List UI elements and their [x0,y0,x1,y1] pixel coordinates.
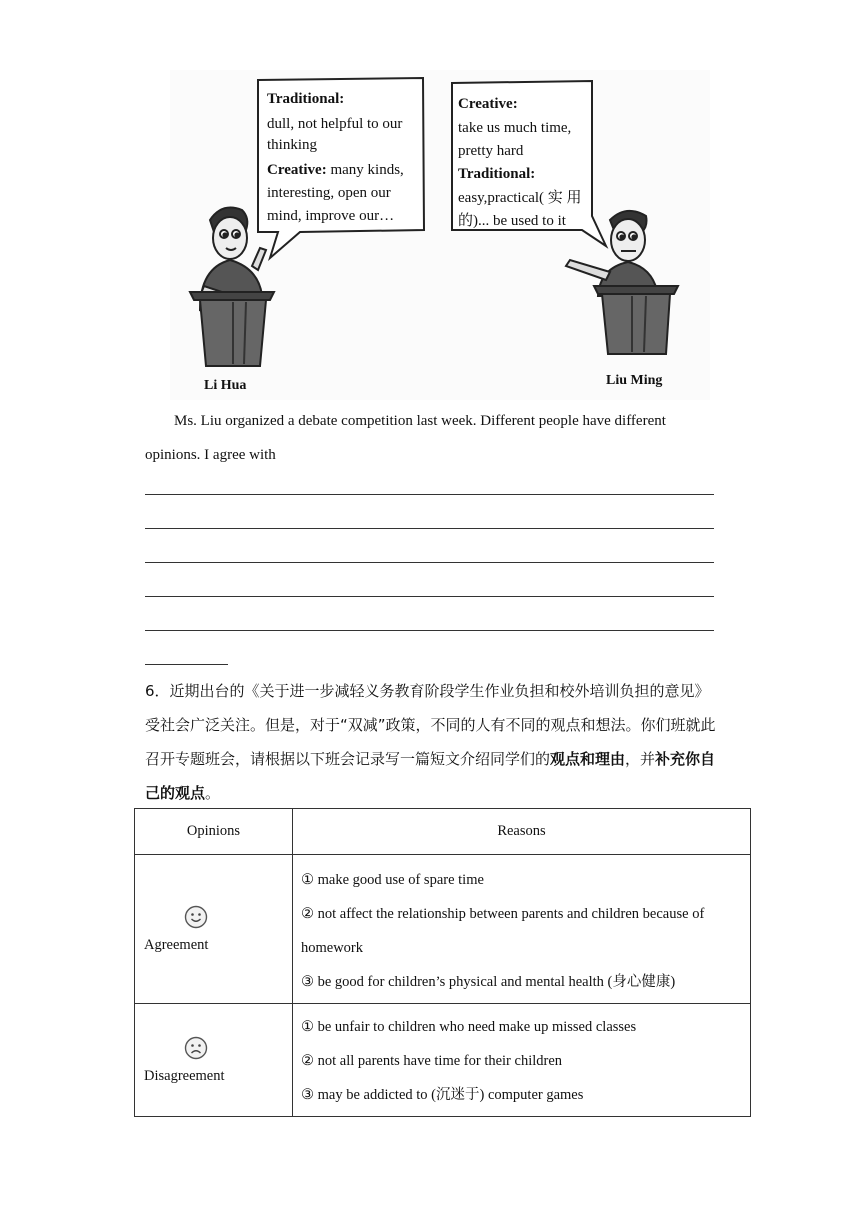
left-bubble-line-5: interesting, open our [267,185,391,201]
liu-ming-label: Liu Ming [606,373,663,388]
table-header-row [135,809,751,855]
reasons-cell-agreement [293,855,751,1004]
reason-item: ③ be good for children’s physical and mental health (身心健康) [301,974,676,990]
answer-line-short[interactable] [145,664,228,665]
sad-face-icon [184,1036,208,1060]
question-6-emphasis-own: 补充你自 [655,750,716,768]
left-speech-bubble [258,78,424,258]
question-6-line-4-end: 。 [205,784,221,802]
table-row [135,1004,751,1117]
question-6-line-3-mid: ，并 [625,750,656,768]
answer-line[interactable] [145,494,714,495]
right-bubble-line-6: 的)... be used to it [458,213,566,229]
question-6-line-1: 6．近期出台的《关于进一步减轻义务教育阶段学生作业负担和校外培训负担的意见》 [145,682,710,700]
header-reasons: Reasons [293,809,751,855]
left-bubble-creative-rest: many kinds, [326,162,404,178]
left-bubble-line-4 [267,162,404,178]
reason-item: ② not all parents have time for their children [301,1053,563,1069]
left-bubble-line-3: thinking [267,137,318,153]
answer-line[interactable] [145,562,714,563]
question-6-line-3-text: 召开专题班会，请根据以下班会记录写一篇短文介绍同学们的 [145,750,551,768]
reason-item: ① be unfair to children who need make up missed classes [301,1019,637,1035]
left-bubble-line-2: dull, not helpful to our [267,116,403,132]
right-bubble-line-4: Traditional: [458,166,536,182]
reason-item: ① make good use of spare time [301,872,484,888]
left-bubble-creative-label: Creative: [267,162,327,178]
question-6-emphasis-own-end: 己的观点 [145,784,206,802]
left-bubble-line-6: mind, improve our… [267,208,395,224]
answer-line[interactable] [145,528,714,529]
right-bubble-line-3: pretty hard [458,143,524,159]
table-row [135,855,751,1004]
reason-item: ② not affect the relationship between parents and children because of [301,906,705,922]
right-speech-bubble [452,81,606,246]
passage-line-2: opinions. I agree with [145,447,276,463]
opinions-reasons-table [134,808,751,1117]
header-opinions: Opinions [135,809,293,855]
reason-item: ③ may be addicted to (沉迷于) computer games [301,1087,584,1103]
li-hua-label: Li Hua [204,378,247,393]
question-6-emphasis-views: 观点和理由 [550,750,626,768]
debate-illustration [170,70,710,400]
right-bubble-line-5: easy,practical( 实 用 [458,190,582,206]
answer-line[interactable] [145,596,714,597]
passage-line-1: Ms. Liu organized a debate competition last week. Different people have different [174,413,666,429]
opinion-cell-agreement [135,855,293,1004]
right-bubble-line-2: take us much time, [458,120,572,136]
question-6-line-4 [145,782,220,803]
reasons-cell-disagreement [293,1004,751,1117]
opinion-cell-disagreement [135,1004,293,1117]
reason-item: homework [301,940,364,956]
question-6-line-3 [145,748,715,769]
opinion-label: Agreement [144,936,209,953]
question-6-line-2: 受社会广泛关注。但是，对于“双减”政策，不同的人有不同的观点和想法。你们班就此 [145,716,716,734]
answer-line[interactable] [145,630,714,631]
opinion-label: Disagreement [144,1067,225,1084]
right-bubble-line-1: Creative: [458,96,518,112]
left-bubble-line-1: Traditional: [267,91,345,107]
smiley-icon [184,905,208,929]
